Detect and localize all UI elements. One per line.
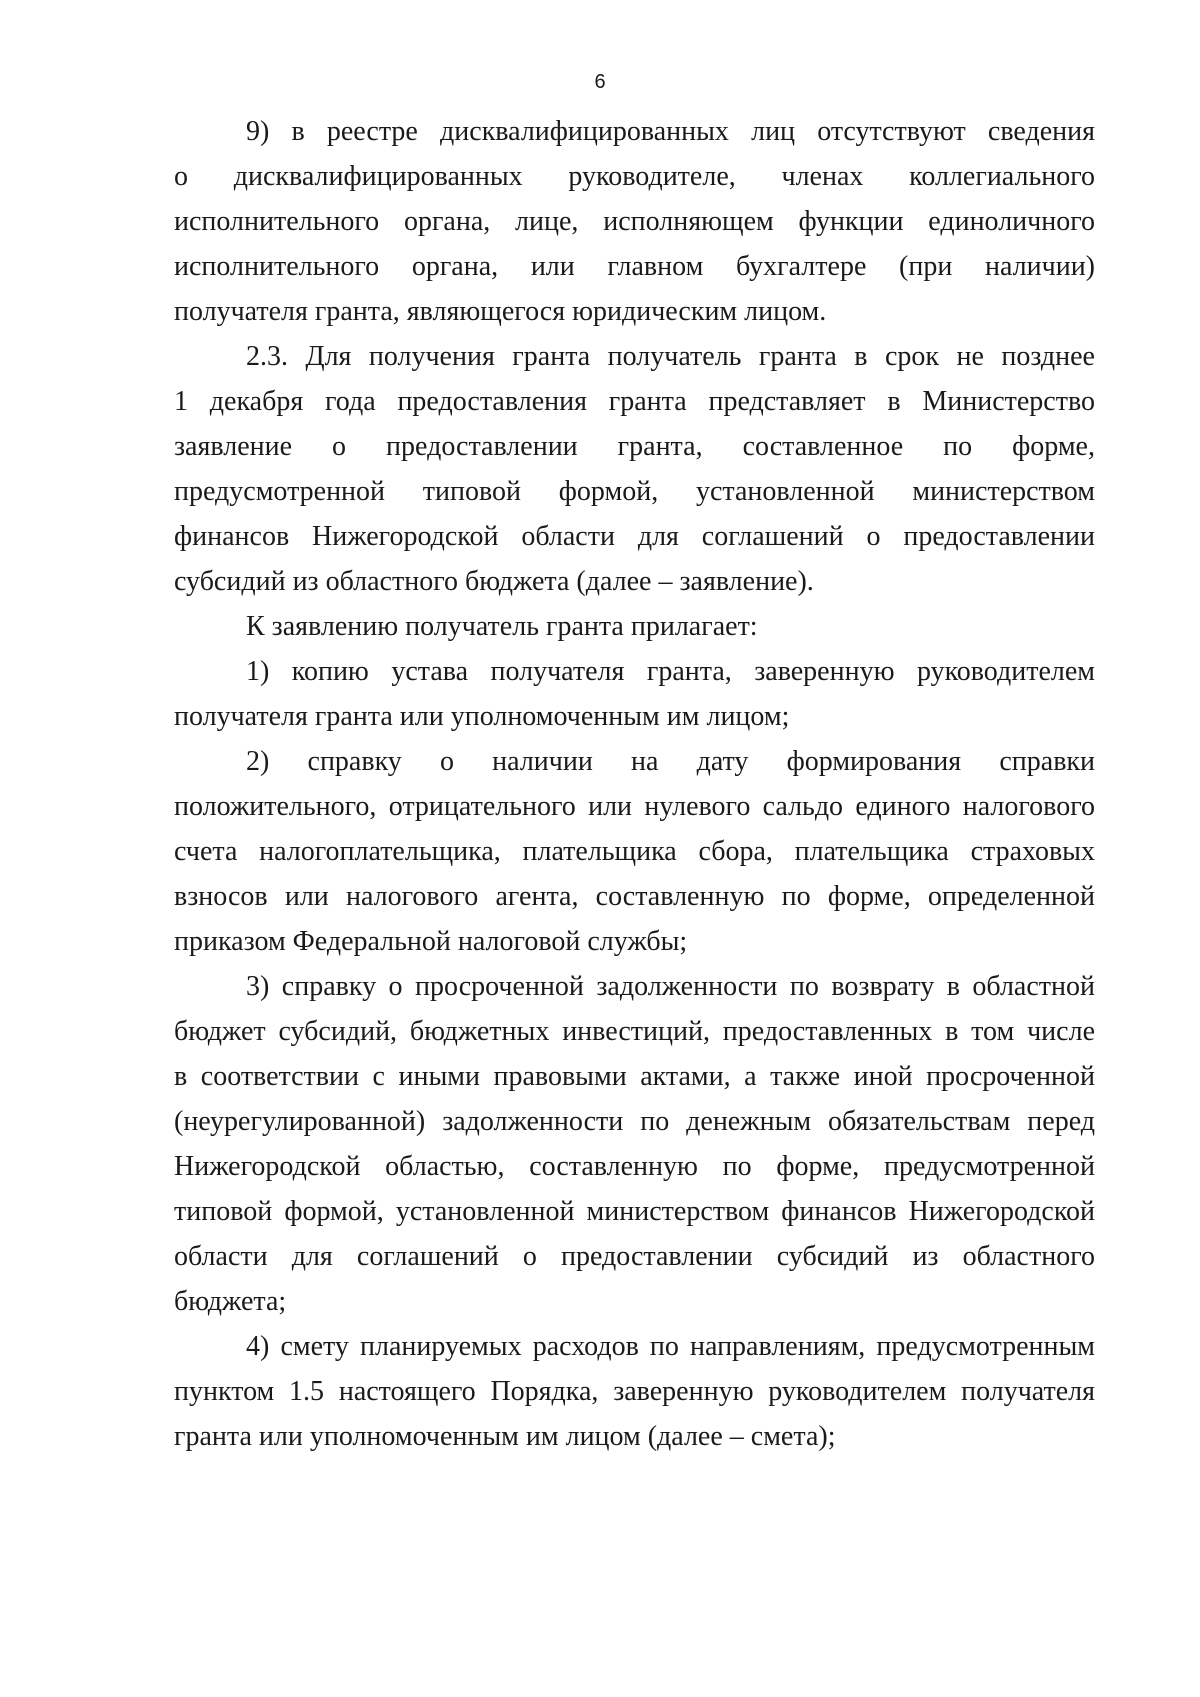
text-line: положительного, отрицательного или нулевого сальдо единого налогового — [174, 791, 1095, 822]
text-line: предусмотренной типовой формой, установленной министерством — [174, 476, 1095, 507]
text-line: исполнительного органа, или главном бухгалтере (при наличии) — [174, 251, 1095, 282]
text-line: заявление о предоставлении гранта, составленное по форме, — [174, 431, 1095, 462]
text-line: финансов Нижегородской области для соглашений о предоставлении — [174, 521, 1095, 552]
text-line: типовой формой, установленной министерством финансов Нижегородской — [174, 1196, 1095, 1227]
text-line: 9) в реестре дисквалифицированных лиц отсутствуют сведения — [246, 116, 1095, 147]
text-line: в соответствии с иными правовыми актами, а также иной просроченной — [174, 1061, 1095, 1092]
text-line: 2) справку о наличии на дату формирования справки — [246, 746, 1095, 777]
text-line: получателя гранта или уполномоченным им лицом; — [174, 701, 790, 732]
text-line: области для соглашений о предоставлении субсидий из областного — [174, 1241, 1095, 1272]
text-line: исполнительного органа, лице, исполняющем функции единоличного — [174, 206, 1095, 237]
text-line: приказом Федеральной налоговой службы; — [174, 926, 688, 957]
text-line: 1 декабря года предоставления гранта представляет в Министерство — [174, 386, 1095, 417]
text-line: бюджет субсидий, бюджетных инвестиций, предоставленных в том числе — [174, 1016, 1095, 1047]
text-line: счета налогоплательщика, плательщика сбора, плательщика страховых — [174, 836, 1095, 867]
text-line: 4) смету планируемых расходов по направлениям, предусмотренным — [246, 1331, 1095, 1362]
page-number: 6 — [594, 71, 606, 93]
text-line: бюджета; — [174, 1286, 287, 1317]
text-line: К заявлению получатель гранта прилагает: — [246, 611, 758, 642]
text-line: 3) справку о просроченной задолженности по возврату в областной — [246, 971, 1095, 1002]
text-line: взносов или налогового агента, составленную по форме, определенной — [174, 881, 1095, 912]
text-line: 1) копию устава получателя гранта, заверенную руководителем — [246, 656, 1095, 687]
text-line: получателя гранта, являющегося юридическим лицом. — [174, 296, 827, 327]
text-line: о дисквалифицированных руководителе, членах коллегиального — [174, 161, 1095, 192]
text-line: гранта или уполномоченным им лицом (далее – смета); — [174, 1421, 836, 1452]
text-line: Нижегородской областью, составленную по форме, предусмотренной — [174, 1151, 1095, 1182]
text-line: пунктом 1.5 настоящего Порядка, заверенную руководителем получателя — [174, 1376, 1095, 1407]
text-line: субсидий из областного бюджета (далее – заявление). — [174, 566, 814, 597]
text-line: 2.3. Для получения гранта получатель гранта в срок не позднее — [246, 341, 1095, 372]
text-line: (неурегулированной) задолженности по денежным обязательствам перед — [174, 1106, 1095, 1137]
